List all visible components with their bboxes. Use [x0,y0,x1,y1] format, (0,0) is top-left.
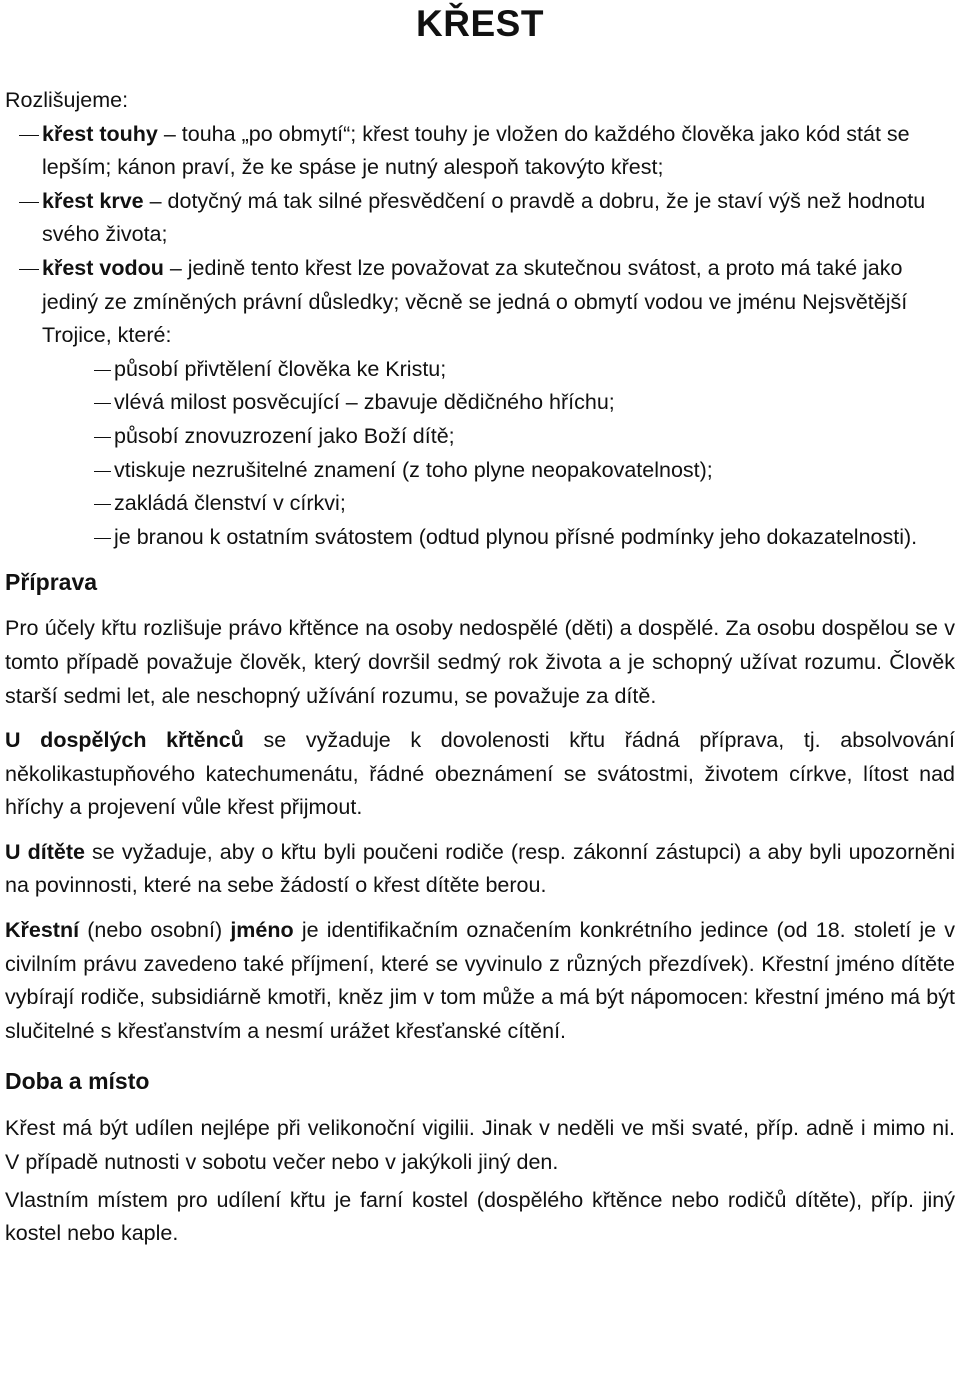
paragraph-text: se vyžaduje, aby o křtu byli poučeni rodiče (resp. zákonní zástupci) a aby byli upozorněni na povinnosti, které na sebe žádostí o křest dítěte berou. [5,839,956,898]
paragraph-text: je identifikačním označením konkrétního jedince (od 18. století je v civilním právu zavedeno také příjmení, které se vyvinulo z různých přezdívek). Křestní jméno dítěte vybírají rodiče, subsidiárně kmotři, kněz jim v tom může a má být nápomocen: křestní jméno má být slučitelné s křesťanstvím a nesmí urážet křesťanské cítění. [5,918,956,1043]
bold-term: Křestní [5,918,80,943]
bold-term: U dospělých křtěnců [5,728,244,753]
list-item: působí přivtělení člověka ke Kristu; [42,353,955,387]
list-item: je branou k ostatním svátostem (odtud plynou přísné podmínky jeho dokazatelnosti). [42,521,955,555]
effects-list [42,353,955,555]
list-item: vlévá milost posvěcující – zbavuje dědičného hříchu; [42,386,955,420]
term: křest krve [42,188,144,213]
list-item [5,185,955,252]
bold-term: jméno [230,918,294,943]
intro-lead: Rozlišujeme: [5,88,129,112]
section-heading-priprava: Příprava [5,569,98,596]
item-text: – touha „po obmytí“; křest touhy je vložen do každého člověka jako kód stát se lepším; kánon praví, že ke spáse je nutný alespoň takovýto křest; [42,121,910,180]
paragraph: Křest má být udílen nejlépe při velikonoční vigilii. Jinak v neděli ve mši svaté, příp. adně i mimo ni. V případě nutnosti v sobotu večer nebo v jakýkoli jiný den. [5,1116,955,1175]
list-item: zakládá členství v církvi; [42,487,955,521]
term: křest touhy [42,121,158,146]
paragraph-text: se vyžaduje k dovolenosti křtu řádná příprava, tj. absolvování několikastupňového katechumenátu, řádné obeznámení se svátostmi, životem církve, lítost nad hříchy a projevení vůle křest přijmout. [5,728,955,820]
term: křest vodou [42,255,164,280]
paragraph: Vlastním místem pro udílení křtu je farní kostel (dospělého křtěnce nebo rodičů dítěte), příp. jiný kostel nebo kaple. [5,1187,955,1246]
list-item: působí znovuzrození jako Boží dítě; [42,420,955,454]
paragraph [5,914,955,1048]
page-title: KŘEST [416,3,544,44]
paragraph [5,724,955,825]
list-item [5,118,955,185]
paragraph-text: (nebo osobní) [79,918,231,943]
item-text: – dotyčný má tak silné přesvědčení o pravdě a dobru, že je staví výš než hodnotu svého života; [42,188,926,247]
item-text: – jedině tento křest lze považovat za skutečnou svátost, a proto má také jako jediný ze zmíněných právní důsledky; věcně se jedná o obmytí vodou ve jménu Nejsvětější Trojice, které: [42,255,908,348]
list-item [5,252,955,554]
bold-term: U dítěte [5,839,85,864]
section-heading-doba: Doba a místo [5,1068,150,1095]
list-item: vtiskuje nezrušitelné znamení (z toho plyne neopakovatelnost); [42,454,955,488]
paragraph: Pro účely křtu rozlišuje právo křtěnce na osoby nedospělé (děti) a dospělé. Za osobu dospělou se v tomto případě považuje člověk, který dovršil sedmý rok života a je schopný užívat rozumu. Člověk starší sedmi let, ale neschopný užívání rozumu, se považuje za dítě. [5,616,955,708]
baptism-types-list [5,118,955,555]
paragraph [5,836,955,903]
